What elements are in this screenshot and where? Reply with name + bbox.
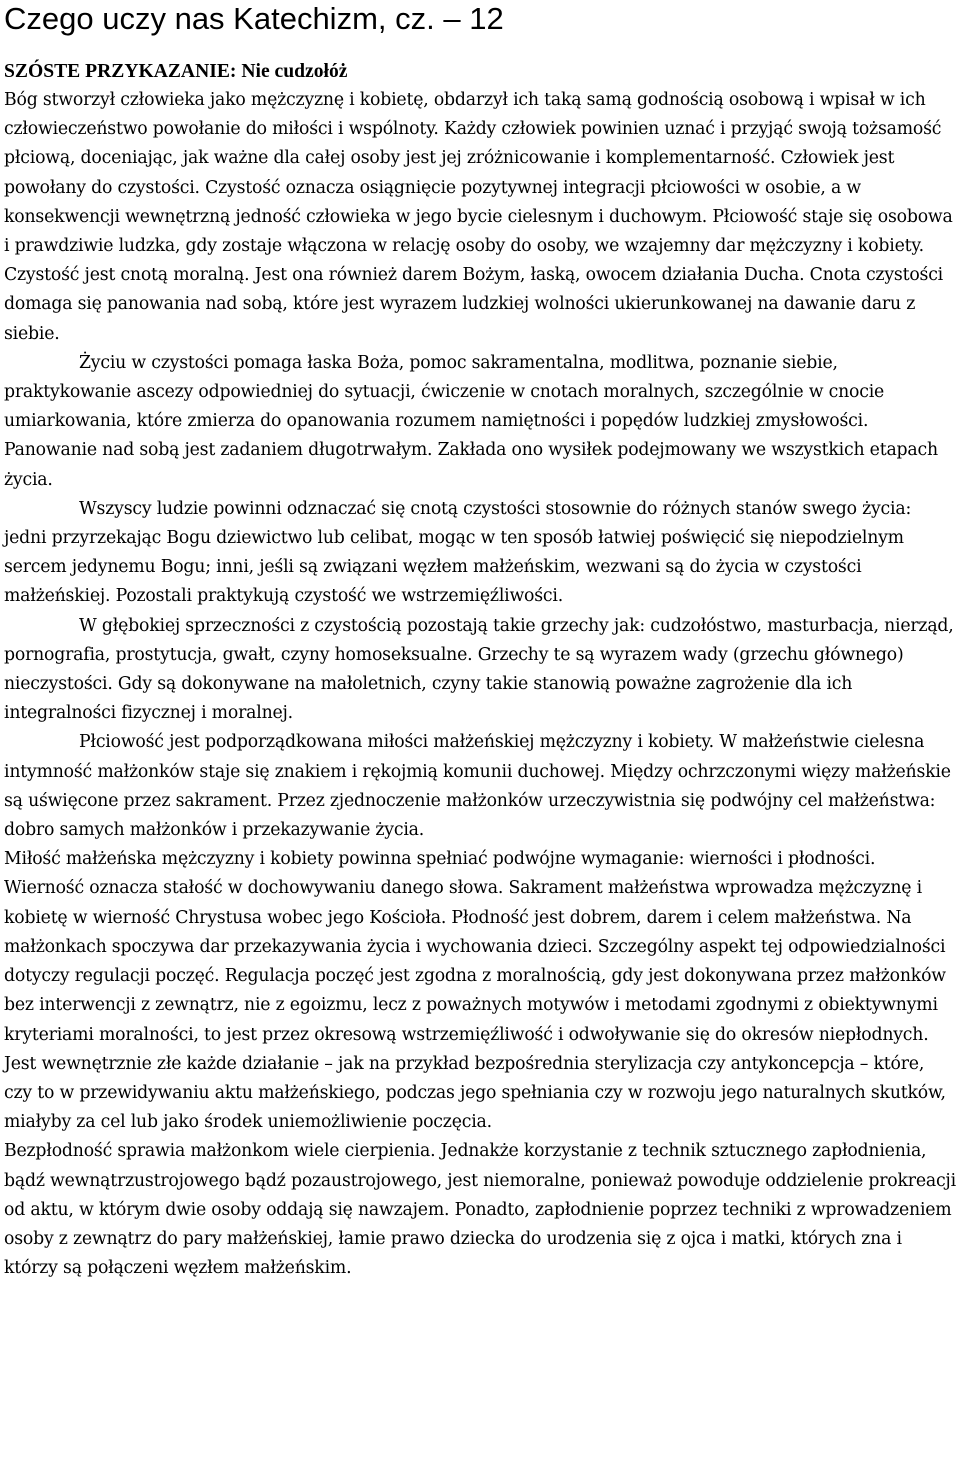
paragraph-sins: W głębokiej sprzeczności z czystością pozostają takie grzechy jak: cudzołóstwo, masturbacja, nierząd, pornografia, prostytucja, gwałt, czyny homoseksualne. Grzechy te są wyrazem wady (grzechu głównego) nieczystości. Gdy są dokonywane na małoletnich, czyny takie stanowią poważne zagrożenie dla ich integralności fizycznej i moralnej. bbox=[4, 615, 954, 724]
paragraph-infertility: Bezpłodność sprawia małżonkom wiele cierpienia. Jednakże korzystanie z technik sztucznego zapłodnienia, bądź wewnątrzustrojowego bądź pozaustrojowego, jest niemoralne, ponieważ powoduje oddzielenie prokreacji od aktu, w którym dwie osoby oddają się nawzajem. Ponadto, zapłodnienie poprzez techniki z wprowadzeniem osoby z zewnątrz do pary małżeńskiej, łamie prawo dziecka do urodzenia się z ojca i matki, których zna i którzy są połączeni węzłem małżeńskim. bbox=[4, 1141, 956, 1279]
paragraph-states-of-life: Wszyscy ludzie powinni odznaczać się cnotą czystości stosownie do różnych stanów swego życia: jedni przyrzekając Bogu dziewictwo lub celibat, mogąc w ten sposób łatwiej poświęcić się niepodzielnym sercem jedynemu Bogu; inni, jeśli są związani węzłem małżeńskim, wezwani są do życia w czystości małżeńskiej. Pozostali praktykują czystość we wstrzemięźliwości. bbox=[4, 498, 912, 607]
section-heading: SZÓSTE PRZYKAZANIE: Nie cudzołóż bbox=[4, 61, 348, 82]
document-title: Czego uczy nas Katechizm, cz. – 12 bbox=[4, 1, 504, 36]
paragraph-chastity: Bóg stworzył człowieka jako mężczyznę i kobietę, obdarzył ich taką samą godnością osobową i wpisał w ich człowieczeństwo powołanie do miłości i wspólnoty. Każdy człowiek powinien uznać i przyjąć swoją tożsamość płciową, doceniając, jak ważne dla całej osoby jest jej zróżnicowanie i komplementarność. Człowiek jest powołany do czystości. Czystość oznacza osiągnięcie pozytywnej integracji płciowości w osobie, a w konsekwencji wewnętrzną jedność człowieka w jego bycie cielesnym i duchowym. Płciowość staje się osobowa i prawdziwie ludzka, gdy zostaje włączona w relację osoby do osoby, we wzajemny dar mężczyzny i kobiety. Czystość jest cnotą moralną. Jest ona również darem Bożym, łaską, owocem działania Ducha. Cnota czystości domaga się panowania nad sobą, które jest wyrazem ludzkiej wolności ukierunkowanej na dawanie daru z siebie. bbox=[4, 90, 953, 344]
document-page bbox=[0, 1, 960, 1463]
paragraph-fidelity-fertility: Miłość małżeńska mężczyzny i kobiety powinna spełniać podwójne wymaganie: wierności i płodności. Wierność oznacza stałość w dochowywaniu danego słowa. Sakrament małżeństwa wprowadza mężczyznę i kobietę w wierność Chrystusa wobec jego Kościoła. Płodność jest dobrem, darem i celem małżeństwa. Na małżonkach spoczywa dar przekazywania życia i wychowania dzieci. Szczególny aspekt tej odpowiedzialności dotyczy regulacji poczęć. Regulacja poczęć jest zgodna z moralnością, gdy jest dokonywana przez małżonków bez interwencji z zewnątrz, nie z egoizmu, lecz z poważnych motywów i metodami zgodnymi z obiektywnymi kryteriami moralności, to jest przez okresową wstrzemięźliwość i odwoływanie się do okresów niepłodnych. Jest wewnętrznie złe każde działanie – jak na przykład bezpośrednia sterylizacja czy antykoncepcja – które, czy to w przewidywaniu aktu małżeńskiego, podczas jego spełniania czy w rozwoju jego naturalnych skutków, miałyby za cel lub jako środek uniemożliwienie poczęcia. bbox=[4, 849, 946, 1133]
paragraph-marriage: Płciowość jest podporządkowana miłości małżeńskiej mężczyzny i kobiety. W małżeństwie cielesna intymność małżonków staje się znakiem i rękojmią komunii duchowej. Między ochrzczonymi więzy małżeńskie są uświęcone przez sakrament. Przez zjednoczenie małżonków urzeczywistnia się podwójny cel małżeństwa: dobro samych małżonków i przekazywanie życia. bbox=[4, 732, 951, 841]
paragraph-grace: Życiu w czystości pomaga łaska Boża, pomoc sakramentalna, modlitwa, poznanie siebie, praktykowanie ascezy odpowiedniej do sytuacji, ćwiczenie w cnotach moralnych, szczególnie w cnocie umiarkowania, które zmierza do opanowania rozumem namiętności i popędów ludzkiej zmysłowości. Panowanie nad sobą jest zadaniem długotrwałym. Zakłada ono wysiłek podejmowany we wszystkich etapach życia. bbox=[4, 352, 938, 490]
document-body bbox=[4, 86, 956, 1283]
